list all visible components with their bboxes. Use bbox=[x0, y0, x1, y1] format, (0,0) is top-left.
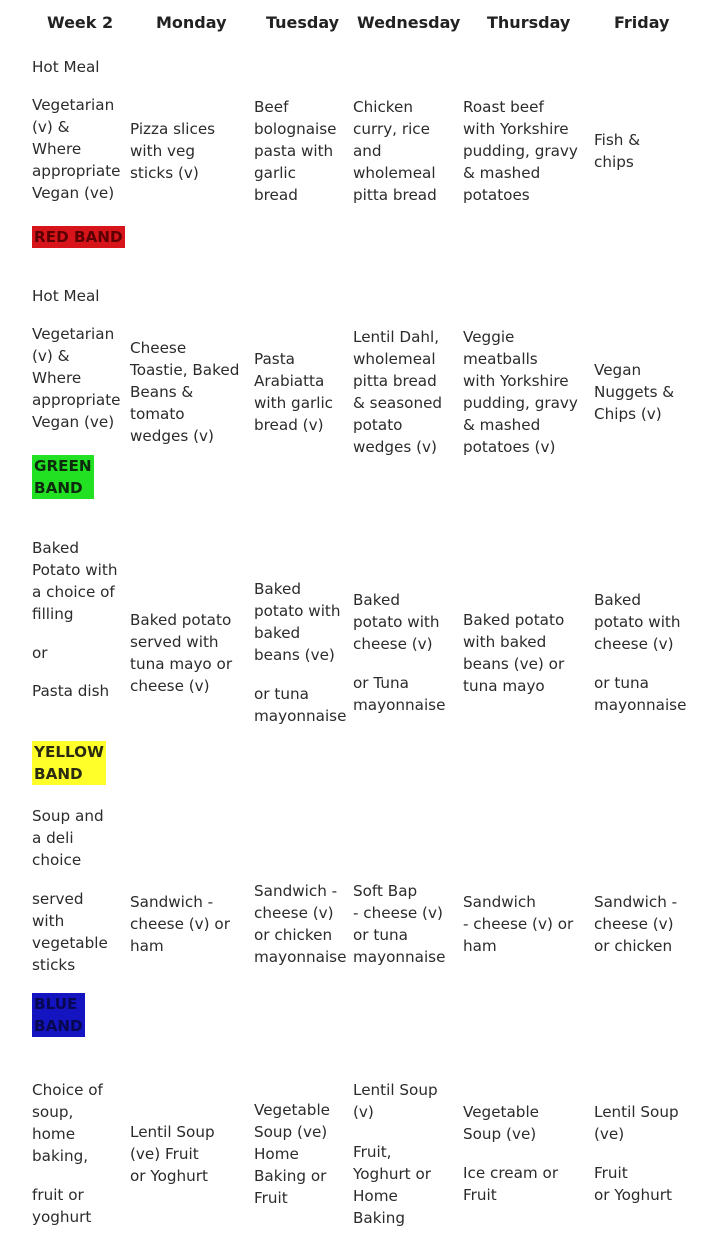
section-3-friday: Baked potato with cheese (v) bbox=[594, 591, 681, 653]
section-1-label-top: Hot Meal bbox=[32, 58, 100, 76]
header-thursday: Thursday bbox=[487, 13, 571, 32]
section-2-thursday: Veggie meatballs with Yorkshire pudding, gravy & mashed potatoes (v) bbox=[463, 328, 578, 456]
section-4-label-top: Soup and a deli choice bbox=[32, 807, 104, 869]
section-3-tuesday: Baked potato with baked beans (ve) bbox=[254, 580, 341, 664]
section-1-wednesday: Chicken curry, rice and wholemeal pitta bread bbox=[353, 98, 437, 204]
section-4-monday: Sandwich - cheese (v) or ham bbox=[130, 893, 230, 955]
section-1-friday: Fish & chips bbox=[594, 131, 641, 171]
section-3-friday-extra: or tuna mayonnaise bbox=[594, 674, 687, 714]
section-1-tuesday: Beef bolognaise pasta with garlic bread bbox=[254, 98, 337, 204]
section-5-label-bottom: fruit or yoghurt bbox=[32, 1186, 92, 1226]
section-3-wednesday-extra: or Tuna mayonnaise bbox=[353, 674, 446, 714]
section-3-monday: Baked potato served with tuna mayo or cheese (v) bbox=[130, 611, 233, 695]
section-5-thursday-extra: Ice cream or Fruit bbox=[463, 1164, 559, 1204]
section-2-wednesday: Lentil Dahl, wholemeal pitta bread & seasoned potato wedges (v) bbox=[353, 328, 443, 456]
header-wednesday: Wednesday bbox=[357, 13, 461, 32]
section-5-monday: Lentil Soup (ve) Fruit or Yoghurt bbox=[130, 1123, 215, 1185]
header-monday: Monday bbox=[156, 13, 227, 32]
section-2-friday: Vegan Nuggets & Chips (v) bbox=[594, 361, 675, 423]
section-5-friday-extra: Fruit or Yoghurt bbox=[594, 1164, 673, 1204]
section-1-label: Vegetarian (v) & Where appropriate Vegan (ve) bbox=[32, 96, 121, 202]
section-3-label-or: or bbox=[32, 644, 48, 662]
section-4-tuesday: Sandwich - cheese (v) or chicken mayonnaise bbox=[254, 882, 347, 966]
section-5-thursday: Vegetable Soup (ve) bbox=[463, 1103, 540, 1143]
section-4-wednesday: Soft Bap - cheese (v) or tuna mayonnaise bbox=[353, 882, 446, 966]
red-band-badge: RED BAND bbox=[34, 228, 123, 246]
section-4-thursday: Sandwich - cheese (v) or ham bbox=[463, 893, 574, 955]
section-2-tuesday: Pasta Arabiatta with garlic bread (v) bbox=[254, 350, 334, 434]
section-5-wednesday: Lentil Soup (v) bbox=[353, 1081, 438, 1121]
section-3-tuesday-extra: or tuna mayonnaise bbox=[254, 685, 347, 725]
section-5-tuesday: Vegetable Soup (ve) Home Baking or Fruit bbox=[254, 1101, 331, 1207]
section-2-label-top: Hot Meal bbox=[32, 287, 100, 305]
section-3-wednesday: Baked potato with cheese (v) bbox=[353, 591, 440, 653]
section-2-monday: Cheese Toastie, Baked Beans & tomato wedges (v) bbox=[130, 339, 240, 445]
green-band-badge: GREEN BAND bbox=[34, 457, 92, 497]
section-5-wednesday-extra: Fruit, Yoghurt or Home Baking bbox=[353, 1143, 432, 1227]
section-5-friday: Lentil Soup (ve) bbox=[594, 1103, 679, 1143]
header-tuesday: Tuesday bbox=[266, 13, 340, 32]
section-4-label: served with vegetable sticks bbox=[32, 890, 108, 974]
yellow-band-badge: YELLOW BAND bbox=[34, 743, 104, 783]
section-1-monday: Pizza slices with veg sticks (v) bbox=[130, 120, 216, 182]
header-friday: Friday bbox=[614, 13, 670, 32]
header-week: Week 2 bbox=[47, 13, 114, 32]
section-2-label: Vegetarian (v) & Where appropriate Vegan (ve) bbox=[32, 325, 121, 431]
section-3-label-bottom: Pasta dish bbox=[32, 682, 110, 700]
section-5-label: Choice of soup, home baking, bbox=[32, 1081, 103, 1165]
blue-band-badge: BLUE BAND bbox=[34, 995, 83, 1035]
section-4-friday: Sandwich - cheese (v) or chicken bbox=[594, 893, 678, 955]
section-3-thursday: Baked potato with baked beans (ve) or tuna mayo bbox=[463, 611, 565, 695]
section-1-thursday: Roast beef with Yorkshire pudding, gravy & mashed potatoes bbox=[463, 98, 578, 204]
section-3-label: Baked Potato with a choice of filling bbox=[32, 539, 118, 623]
